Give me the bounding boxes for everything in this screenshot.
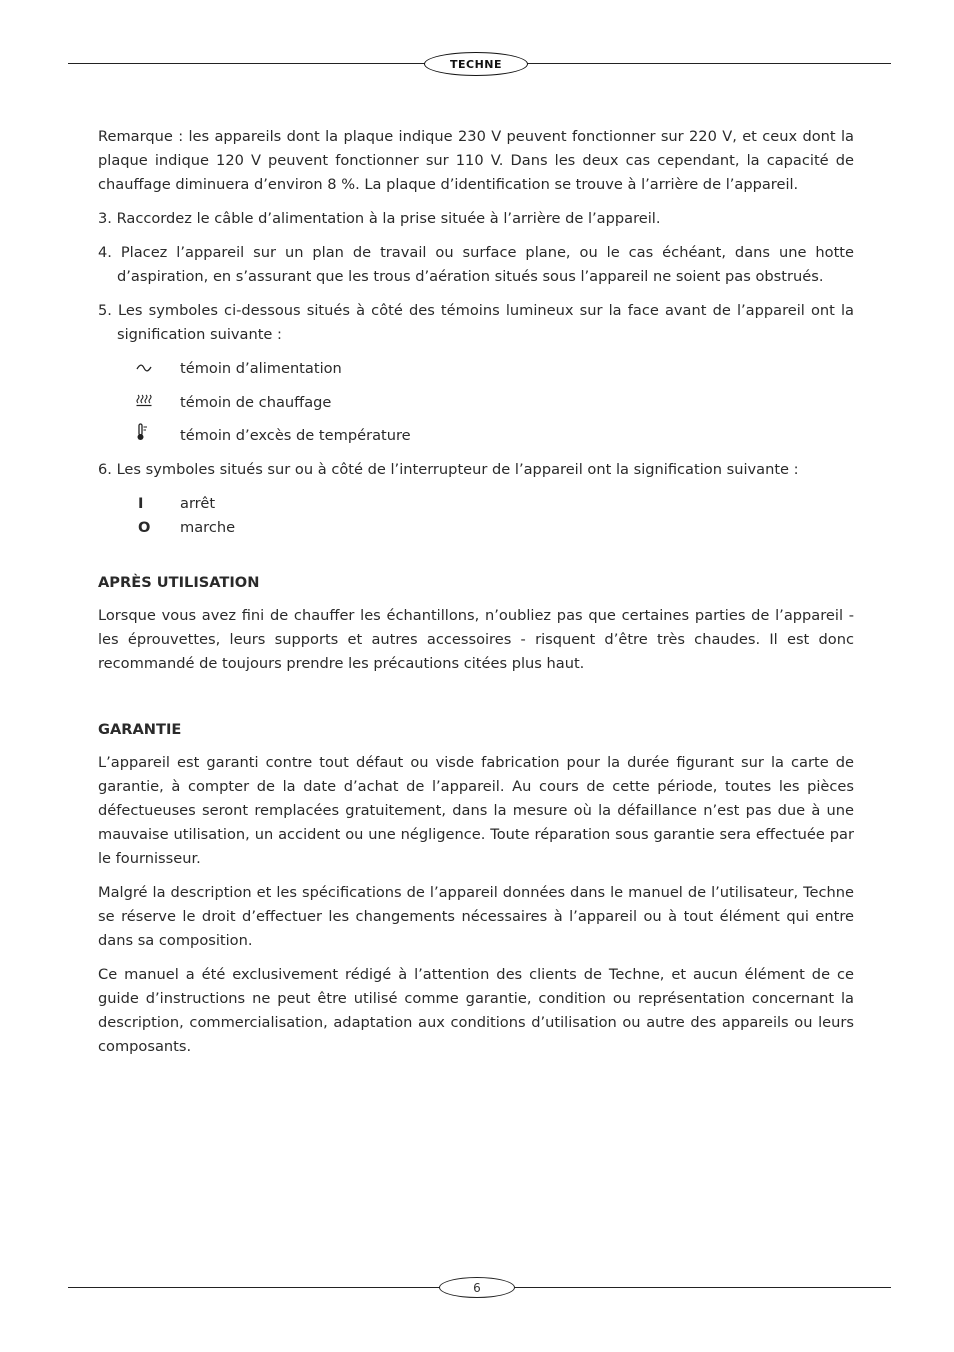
page-content [98,125,854,1069]
indicator-label: témoin d’excès de température [180,427,411,444]
warranty-heading: GARANTIE [98,720,182,738]
indicator-row [98,391,854,415]
over-temperature-icon [98,423,180,449]
switch-symbol-row [98,492,854,516]
header-rule [524,63,891,64]
warranty-paragraph: L’appareil est garanti contre tout défaut ou visde fabrication pour la durée figurant sur la carte de garantie, à compter de la date d’achat de l’appareil. Au cours de cette période, toutes les pièces défectueuses seront remplacées gratuitement, dans la mesure où la défaillance n’est pas due à une mauvaise utilisation, un accident ou une négligence. Toute réparation sous garantie sera effectuée par le fournisseur. [98,753,854,867]
step-6: 6. Les symboles situés sur ou à côté de l’interrupteur de l’appareil ont la signification suivante : [98,460,799,478]
indicator-row [98,424,854,448]
warranty-paragraph: Ce manuel a été exclusivement rédigé à l’attention des clients de Techne, et aucun élément de ce guide d’instructions ne peut être utilisé comme garantie, condition ou représentation concernant la description, commercialisation, adaptation aux conditions d’utilisation ou autre des appareils ou leurs composants. [98,965,854,1055]
warranty-paragraph: Malgré la description et les spécifications de l’appareil données dans le manuel de l’utilisateur, Techne se réserve le droit d’effectuer les changements nécessaires à l’appareil ou à tout élément qui entre dans sa composition. [98,883,854,949]
logo-text: TECHNE [449,57,503,71]
switch-symbol: O [138,518,151,536]
power-wave-icon [98,357,180,381]
switch-symbol: I [138,494,144,512]
step-5: 5. Les symboles ci-dessous situés à côté des témoins lumineux sur la face avant de l’appareil ont la signification suivante : [98,302,854,343]
indicator-label: témoin de chauffage [180,393,332,411]
step-3: 3. Raccordez le câble d’alimentation à la prise située à l’arrière de l’appareil. [98,210,661,227]
heating-icon [98,391,180,415]
after-use-paragraph: Lorsque vous avez fini de chauffer les échantillons, n’oubliez pas que certaines parties de l’appareil - les éprouvettes, leurs supports et autres accessoires - risquent d’être très chaudes. Il est donc recommandé de toujours prendre les précautions citées plus haut. [98,606,854,672]
switch-symbol-row [98,516,854,540]
footer-rule [514,1287,891,1288]
switch-label: marche [180,518,236,536]
step-4: 4. Placez l’appareil sur un plan de travail ou surface plane, ou le cas échéant, dans une hotte d’aspiration, en s’assurant que les trous d’aération situés sous l’appareil ne soient pas obstrués. [98,244,854,285]
switch-label: arrêt [180,494,216,512]
footer-rule [68,1287,440,1288]
header-rule [68,63,428,64]
after-use-heading: APRÈS UTILISATION [98,573,260,591]
indicator-row [98,357,854,381]
page-number: 6 [439,1277,515,1298]
indicator-label: témoin d’alimentation [180,360,342,377]
remark-paragraph: Remarque : les appareils dont la plaque indique 230 V peuvent fonctionner sur 220 V, et ceux dont la plaque indique 120 V peuvent fonctionner sur 110 V. Dans les deux cas cependant, la capacité de chauffage diminuera d’environ 8 %. La plaque d’identification se trouve à l’arrière de l’appareil. [98,128,854,193]
techne-logo [424,52,528,76]
